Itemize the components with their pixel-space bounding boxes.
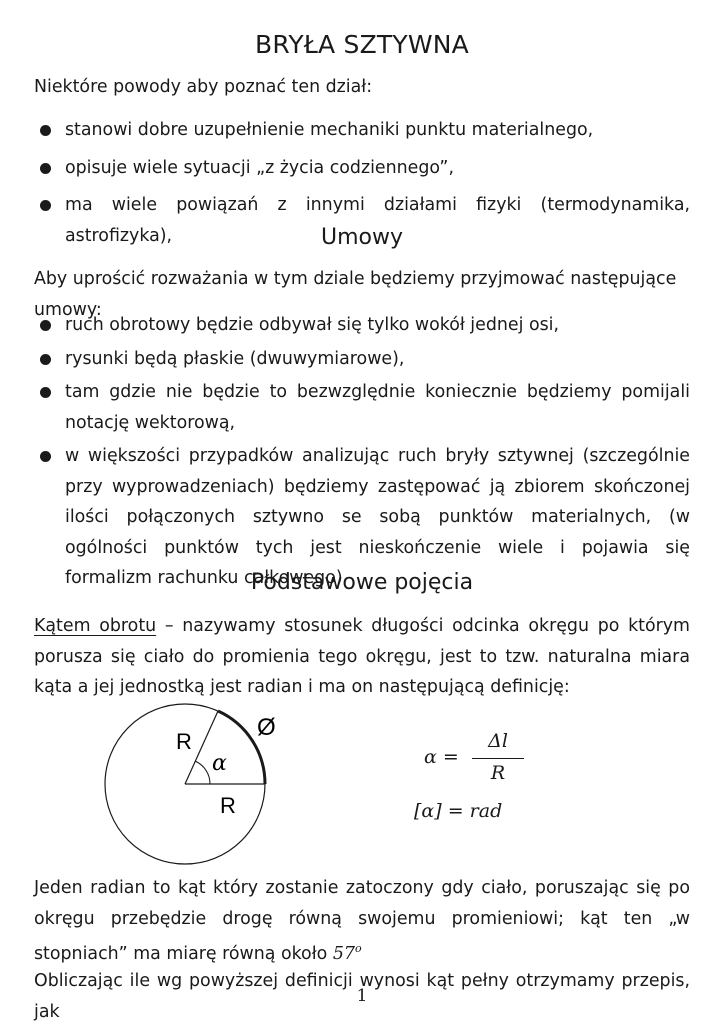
umowy-intro: Aby uprościć rozważania w tym dziale będziemy przyjmować następujące umowy: xyxy=(34,269,677,320)
term-angle: Kątem obrotu xyxy=(34,616,157,636)
label-alpha: α xyxy=(212,751,227,776)
formula-lhs: α = xyxy=(424,746,459,768)
list-item: opisuje wiele sytuacji „z życia codziennego”, xyxy=(34,153,690,184)
angle-arc xyxy=(195,761,210,784)
bullet-icon xyxy=(40,200,51,211)
list-item: w większości przypadków analizując ruch bryły sztywnej (szczególnie przy wyprowadzeniach) będziemy zastępować ją zbiorem skończonej ilości połączonych sztywno se sobą punktów materialnych, (w ogólności punktów tych jest nieskończenie wiele i pojawia się formalizm rachunku całkowego) xyxy=(34,441,690,594)
definition-text: – nazywamy stosunek długości odcinka okręgu po którym porusza się ciało do promienia tego okręgu, jest to tzw. naturalna miara kąta a jej jednostką jest radian i ma on następującą definicję: xyxy=(34,616,690,697)
degree-sup: o xyxy=(354,942,362,955)
bullet-icon xyxy=(40,125,51,136)
last-paragraph: Obliczając ile wg powyższej definicji wynosi kąt pełny otrzymamy przepis, jak xyxy=(34,971,690,1022)
list-item: ruch obrotowy będzie odbywał się tylko wokół jednej osi, xyxy=(34,310,690,341)
list-item: ma wiele powiązań z innymi działami fizyki (termodynamika, astrofizyka), xyxy=(34,190,690,251)
page-number: 1 xyxy=(356,986,368,1006)
umowy-list xyxy=(34,310,690,594)
page-title: BRYŁA SZTYWNA xyxy=(255,30,469,59)
formula-unit: [α] = rad xyxy=(414,800,503,822)
list-item: tam gdzie nie będzie to bezwzględnie koniecznie będziemy pomijali notację wektorową, xyxy=(34,377,690,438)
label-r-bottom: R xyxy=(220,793,236,818)
intro-text: Niektóre powody aby poznać ten dział: xyxy=(34,77,373,97)
section-heading-pojecia: Podstawowe pojęcia xyxy=(250,570,474,595)
list-item: rysunki będą płaskie (dwuwymiarowe), xyxy=(34,344,690,375)
bullet-icon xyxy=(40,354,51,365)
radian-paragraph: Jeden radian to kąt który zostanie zatoczony gdy ciało, poruszając się po okręgu przebędzie drogę równą swojemu promieniowi; kąt ten „w stopniach” ma miarę równą około 57$^o$ xyxy=(34,878,690,964)
bullet-icon xyxy=(40,320,51,331)
bullet-icon xyxy=(40,387,51,398)
label-r-top: R xyxy=(176,729,192,754)
definition-paragraph xyxy=(34,611,690,703)
formula-numerator: Δl xyxy=(488,730,508,752)
label-arc: Ø xyxy=(257,714,276,741)
list-item: stanowi dobre uzupełnienie mechaniki punktu materialnego, xyxy=(34,115,690,146)
formula-denominator: R xyxy=(490,762,506,784)
radian-figure xyxy=(95,698,295,868)
bullet-icon xyxy=(40,163,51,174)
radian-value: 57 xyxy=(332,943,355,964)
fraction-bar xyxy=(472,758,524,759)
formula-alpha xyxy=(424,730,544,790)
section-heading-umowy: Umowy xyxy=(320,225,403,250)
bullet-icon xyxy=(40,451,51,462)
